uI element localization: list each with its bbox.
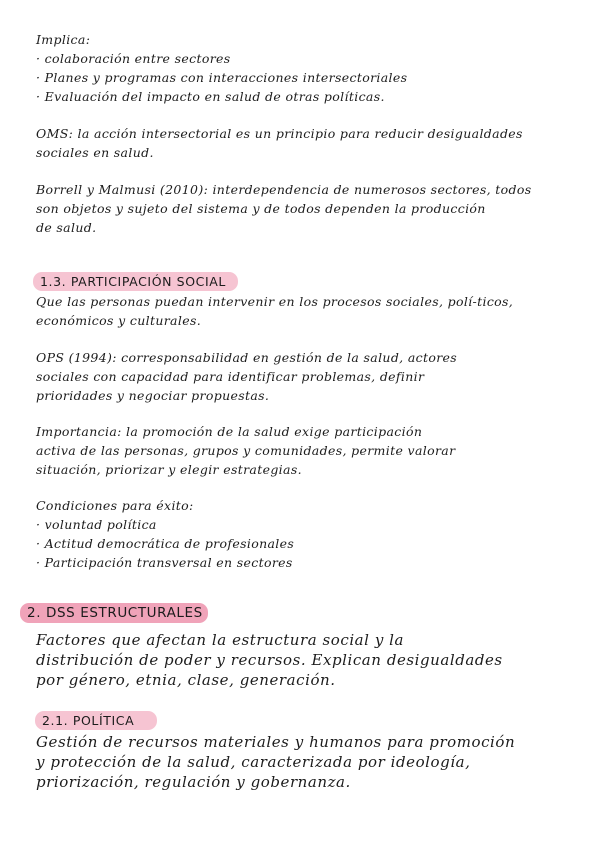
- participacion-intro: Que las personas puedan intervenir en los procesos sociales, polí-ticos,: [36, 294, 514, 309]
- oms-text: OMS: la acción intersectorial es un principio para reducir desigualdades: [36, 126, 523, 141]
- condiciones-item: · Participación transversal en sectores: [36, 555, 293, 570]
- heading-participacion-social: 1.3. PARTICIPACIÓN SOCIAL: [40, 274, 226, 289]
- politica-text: priorización, regulación y gobernanza.: [36, 773, 351, 791]
- borrell-text: Borrell y Malmusi (2010): interdependencia de numerosos sectores, todos: [36, 182, 532, 197]
- implica-label: Implica:: [36, 32, 91, 47]
- condiciones-label: Condiciones para éxito:: [36, 498, 194, 513]
- ops-text: prioridades y negociar propuestas.: [36, 388, 270, 403]
- dss-text: por género, etnia, clase, generación.: [36, 671, 336, 689]
- dss-text: Factores que afectan la estructura social y la: [36, 631, 405, 649]
- implica-item: · colaboración entre sectores: [36, 51, 231, 66]
- borrell-text: de salud.: [36, 220, 97, 235]
- oms-text: sociales en salud.: [36, 145, 154, 160]
- ops-text: OPS (1994): corresponsabilidad en gestión de la salud, actores: [36, 350, 458, 365]
- condiciones-item: · Actitud democrática de profesionales: [36, 536, 295, 551]
- implica-item: · Planes y programas con interacciones intersectoriales: [36, 70, 408, 85]
- dss-text: distribución de poder y recursos. Explican desigualdades: [36, 651, 503, 669]
- heading-dss-estructurales: 2. DSS ESTRUCTURALES: [27, 605, 203, 621]
- implica-item: · Evaluación del impacto en salud de otras políticas.: [36, 89, 385, 104]
- politica-text: y protección de la salud, caracterizada por ideología,: [36, 753, 471, 771]
- condiciones-item: · voluntad política: [36, 517, 157, 532]
- heading-politica: 2.1. POLÍTICA: [42, 713, 135, 728]
- importancia-text: situación, priorizar y elegir estrategias.: [36, 462, 302, 477]
- importancia-text: Importancia: la promoción de la salud exige participación: [36, 424, 423, 439]
- politica-text: Gestión de recursos materiales y humanos para promoción: [36, 733, 516, 751]
- importancia-text: activa de las personas, grupos y comunidades, permite valorar: [36, 443, 456, 458]
- borrell-text: son objetos y sujeto del sistema y de todos dependen la producción: [36, 201, 486, 216]
- ops-text: sociales con capacidad para identificar problemas, definir: [36, 369, 425, 384]
- participacion-intro: económicos y culturales.: [36, 313, 202, 328]
